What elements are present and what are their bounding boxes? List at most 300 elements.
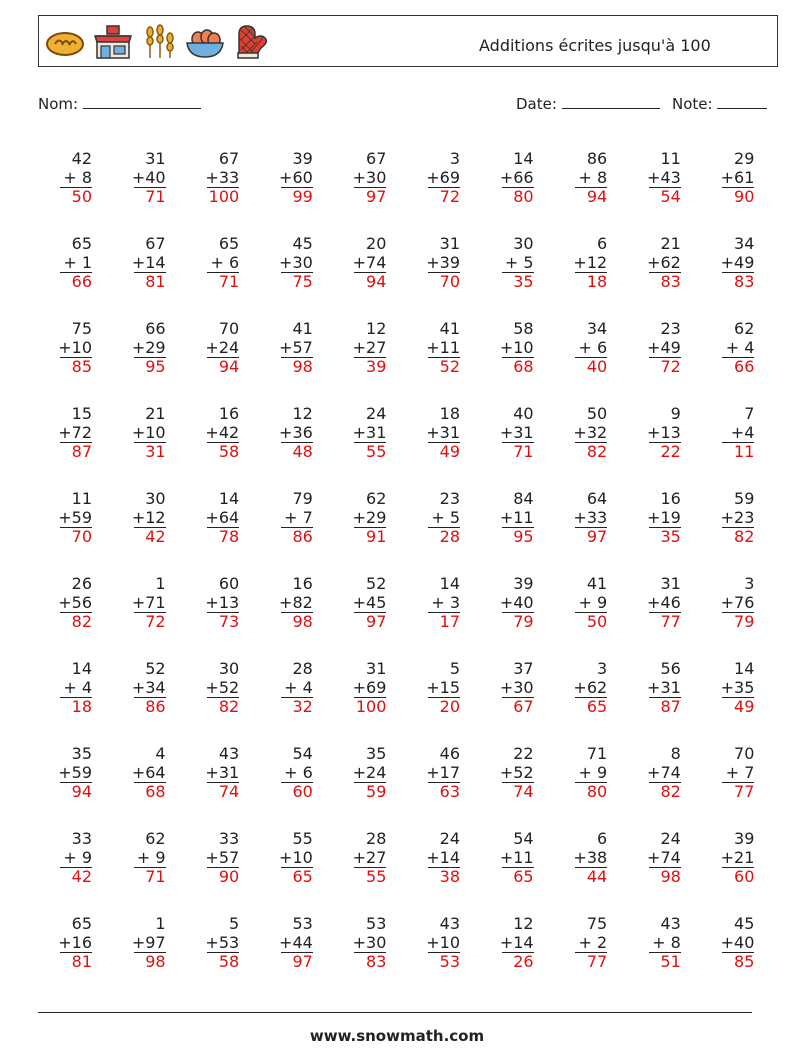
sum-line [649,612,681,613]
first-addend: 66 [145,319,166,338]
sum-line [575,952,607,953]
answer: 53 [439,952,460,971]
addition-problem [185,487,245,557]
sum-line [649,442,681,443]
second-addend: +53 [205,933,240,952]
second-addend: +46 [647,593,681,612]
answer: 35 [513,272,534,291]
second-addend: +59 [58,508,92,527]
answer: 80 [586,782,608,801]
sum-line [60,867,92,868]
sum-line [134,867,166,868]
answer: 90 [218,867,240,886]
header-icons [45,22,271,62]
addition-problem [112,657,172,727]
answer: 82 [218,697,240,716]
second-addend: +74 [647,848,681,867]
first-addend: 14 [439,574,460,593]
second-addend: +36 [279,423,313,442]
answer: 55 [366,442,387,461]
addition-problem [332,742,392,812]
sum-line [354,357,386,358]
answer: 52 [439,357,460,376]
answer: 81 [145,272,166,291]
answer: 74 [513,782,534,801]
first-addend: 56 [660,659,681,678]
sum-line [575,527,607,528]
first-addend: 3 [597,659,608,678]
sum-line [502,612,534,613]
answer: 50 [71,187,92,206]
second-addend: +31 [647,678,681,697]
second-addend: +14 [426,848,460,867]
sum-line [575,357,607,358]
answer: 75 [292,272,313,291]
addition-problem [406,572,466,642]
first-addend: 3 [449,149,460,168]
second-addend: +49 [647,338,681,357]
sum-line [354,697,386,698]
first-addend: 8 [670,744,681,763]
answer: 79 [513,612,534,631]
sum-line [722,782,754,783]
first-addend: 65 [71,234,92,253]
first-addend: 14 [218,489,240,508]
sum-line [575,697,607,698]
first-addend: 70 [734,744,755,763]
second-addend: +12 [573,253,608,272]
answer: 71 [513,442,534,461]
first-addend: 42 [71,149,92,168]
addition-problem [700,147,760,217]
second-addend: +52 [205,678,240,697]
first-addend: 12 [366,319,387,338]
addition-problem [627,487,687,557]
second-addend: +34 [131,678,166,697]
second-addend: +32 [573,423,608,442]
second-addend: +24 [205,338,240,357]
first-addend: 50 [586,404,608,423]
addition-problem [553,487,613,557]
first-addend: 16 [218,404,240,423]
sum-line [134,952,166,953]
sum-line [722,272,754,273]
sum-line [502,527,534,528]
first-addend: 30 [513,234,534,253]
answer: 91 [366,527,387,546]
addition-problem [480,572,540,642]
addition-problem [406,147,466,217]
first-addend: 67 [218,149,240,168]
second-addend: +29 [131,338,166,357]
addition-problem [185,657,245,727]
addition-problem [185,827,245,897]
first-addend: 31 [366,659,387,678]
first-addend: 31 [145,149,166,168]
answer: 60 [734,867,755,886]
answer: 77 [734,782,755,801]
answer: 38 [439,867,460,886]
answer: 94 [71,782,92,801]
sum-line [60,187,92,188]
answer: 65 [586,697,608,716]
sum-line [502,187,534,188]
addition-problem [627,742,687,812]
answer: 74 [218,782,240,801]
sum-line [722,187,754,188]
sum-line [722,357,754,358]
sum-line [134,442,166,443]
second-addend: + 5 [504,253,534,272]
sum-line [207,442,239,443]
sum-line [354,527,386,528]
answer: 60 [292,782,313,801]
answer: 72 [660,357,681,376]
answer: 40 [586,357,608,376]
second-addend: + 8 [578,168,608,187]
first-addend: 35 [71,744,92,763]
sum-line [502,782,534,783]
addition-problem [480,402,540,472]
addition-problem [700,317,760,387]
addition-problem [332,317,392,387]
sum-line [575,782,607,783]
answer: 49 [734,697,755,716]
addition-problem [38,147,98,217]
addition-problem [700,572,760,642]
answer: 58 [218,952,240,971]
addition-problem [185,402,245,472]
sum-line [207,782,239,783]
second-addend: + 7 [284,508,313,527]
sum-line [60,952,92,953]
answer: 66 [71,272,92,291]
second-addend: +30 [279,253,313,272]
first-addend: 64 [586,489,608,508]
first-addend: 7 [744,404,755,423]
sum-line [575,272,607,273]
first-addend: 11 [71,489,92,508]
addition-problem [185,147,245,217]
answer: 82 [586,442,608,461]
second-addend: +14 [499,933,534,952]
sum-line [649,782,681,783]
footer-divider [38,1012,752,1013]
answer: 83 [366,952,387,971]
sum-line [281,782,313,783]
sum-line [134,272,166,273]
first-addend: 62 [145,829,166,848]
second-addend: +11 [426,338,460,357]
addition-problem [332,657,392,727]
answer: 86 [292,527,313,546]
addition-problem [185,572,245,642]
second-addend: +10 [279,848,313,867]
sum-line [134,612,166,613]
addition-problem [406,827,466,897]
second-addend: + 6 [578,338,608,357]
addition-problem [480,232,540,302]
addition-problem [259,657,319,727]
answer: 68 [513,357,534,376]
first-addend: 30 [218,659,240,678]
answer: 42 [145,527,166,546]
addition-problem [38,657,98,727]
addition-problem [627,402,687,472]
answer: 100 [355,697,387,716]
date-field [516,93,660,113]
addition-problem [700,742,760,812]
header-box [38,15,778,67]
addition-problem [112,147,172,217]
first-addend: 84 [513,489,534,508]
addition-problem [185,317,245,387]
addition-problem [480,487,540,557]
addition-problem [480,317,540,387]
addition-problem [38,572,98,642]
second-addend: +11 [499,508,534,527]
second-addend: +74 [352,253,387,272]
second-addend: +13 [647,423,681,442]
first-addend: 5 [229,914,240,933]
first-addend: 6 [597,234,608,253]
addition-problem [553,402,613,472]
addition-problem [112,402,172,472]
second-addend: + 3 [431,593,460,612]
sum-line [281,612,313,613]
addition-problem [480,827,540,897]
answer: 35 [660,527,681,546]
sum-line [207,952,239,953]
answer: 99 [292,187,313,206]
sum-line [60,697,92,698]
addition-problem [112,827,172,897]
first-addend: 11 [660,149,681,168]
second-addend: +21 [720,848,755,867]
addition-problem [406,232,466,302]
sum-line [428,272,460,273]
second-addend: +12 [131,508,166,527]
second-addend: +59 [58,763,92,782]
first-addend: 41 [586,574,608,593]
answer: 66 [734,357,755,376]
second-addend: +16 [58,933,92,952]
sum-line [60,782,92,783]
second-addend: +72 [58,423,92,442]
addition-problem [259,742,319,812]
answer: 18 [586,272,608,291]
sum-line [649,272,681,273]
addition-problem [259,572,319,642]
sum-line [207,187,239,188]
sum-line [354,442,386,443]
answer: 95 [513,527,534,546]
sum-line [575,612,607,613]
sum-line [502,272,534,273]
answer: 58 [218,442,240,461]
second-addend: +24 [352,763,387,782]
first-addend: 41 [292,319,313,338]
second-addend: +45 [352,593,387,612]
answer: 55 [366,867,387,886]
sum-line [575,442,607,443]
second-addend: + 2 [578,933,608,952]
addition-problem [332,232,392,302]
addition-problem [700,912,760,982]
second-addend: +61 [720,168,755,187]
sum-line [60,527,92,528]
first-addend: 22 [513,744,534,763]
addition-problem [259,317,319,387]
addition-problem [332,912,392,982]
addition-problem [38,317,98,387]
second-addend: +30 [499,678,534,697]
second-addend: +38 [573,848,608,867]
second-addend: +33 [205,168,240,187]
first-addend: 79 [292,489,313,508]
answer: 97 [292,952,313,971]
first-addend: 45 [734,914,755,933]
sum-line [134,697,166,698]
addition-problem [627,232,687,302]
sum-line [354,612,386,613]
addition-problem [553,657,613,727]
second-addend: + 4 [725,338,755,357]
addition-problem [112,572,172,642]
answer: 97 [366,612,387,631]
footer-site: www.snowmath.com [309,1027,485,1045]
first-addend: 12 [292,404,313,423]
sum-line [502,442,534,443]
addition-problem [259,147,319,217]
answer: 77 [586,952,608,971]
first-addend: 53 [366,914,387,933]
second-addend: +69 [352,678,387,697]
answer: 70 [439,272,460,291]
second-addend: +33 [573,508,608,527]
answer: 94 [586,187,608,206]
sum-line [722,952,754,953]
answer: 44 [586,867,608,886]
first-addend: 43 [660,914,681,933]
sum-line [354,952,386,953]
first-addend: 45 [292,234,313,253]
second-addend: + 9 [136,848,166,867]
addition-problem [627,147,687,217]
addition-problem [259,232,319,302]
second-addend: +62 [573,678,608,697]
addition-problem [700,402,760,472]
first-addend: 53 [292,914,313,933]
second-addend: +13 [205,593,240,612]
first-addend: 39 [734,829,755,848]
second-addend: + 5 [431,508,460,527]
second-addend: +76 [720,593,755,612]
sum-line [722,612,754,613]
answer: 77 [660,612,681,631]
sum-line [649,357,681,358]
second-addend: +31 [352,423,387,442]
first-addend: 20 [366,234,387,253]
addition-problem [553,232,613,302]
second-addend: +10 [58,338,92,357]
sum-line [722,697,754,698]
answer: 42 [71,867,92,886]
answer: 54 [660,187,681,206]
answer: 94 [366,272,387,291]
first-addend: 16 [660,489,681,508]
second-addend: +14 [131,253,166,272]
first-addend: 54 [292,744,313,763]
first-addend: 52 [366,574,387,593]
addition-problem [627,317,687,387]
answer: 100 [208,187,240,206]
addition-problem [406,402,466,472]
answer: 86 [145,697,166,716]
answer: 87 [71,442,92,461]
second-addend: +40 [499,593,534,612]
answer: 83 [734,272,755,291]
sum-line [428,187,460,188]
sum-line [281,697,313,698]
answer: 82 [71,612,92,631]
sum-line [207,697,239,698]
second-addend: +10 [499,338,534,357]
addition-problem [627,657,687,727]
sum-line [575,187,607,188]
first-addend: 62 [366,489,387,508]
second-addend: +97 [131,933,166,952]
first-addend: 75 [586,914,608,933]
answer: 97 [586,527,608,546]
answer: 85 [734,952,755,971]
sum-line [60,272,92,273]
second-addend: +23 [720,508,755,527]
answer: 82 [660,782,681,801]
first-addend: 43 [439,914,460,933]
second-addend: +35 [720,678,755,697]
second-addend: + 4 [284,678,313,697]
first-addend: 26 [71,574,92,593]
first-addend: 24 [660,829,681,848]
sum-line [649,867,681,868]
first-addend: 21 [660,234,681,253]
name-field [38,93,201,113]
answer: 17 [439,612,460,631]
first-addend: 16 [292,574,313,593]
second-addend: +64 [131,763,166,782]
answer: 32 [292,697,313,716]
first-addend: 1 [155,914,166,933]
addition-problem [627,827,687,897]
first-addend: 39 [292,149,313,168]
first-addend: 9 [670,404,681,423]
answer: 71 [145,187,166,206]
grade-label: Note: [672,95,713,113]
addition-problem [38,232,98,302]
second-addend: + 1 [63,253,92,272]
first-addend: 12 [513,914,534,933]
answer: 71 [218,272,240,291]
first-addend: 28 [366,829,387,848]
addition-problem [553,147,613,217]
answer: 98 [660,867,681,886]
second-addend: +69 [426,168,460,187]
first-addend: 5 [449,659,460,678]
second-addend: +27 [352,338,387,357]
addition-problem [38,487,98,557]
answer: 72 [145,612,166,631]
